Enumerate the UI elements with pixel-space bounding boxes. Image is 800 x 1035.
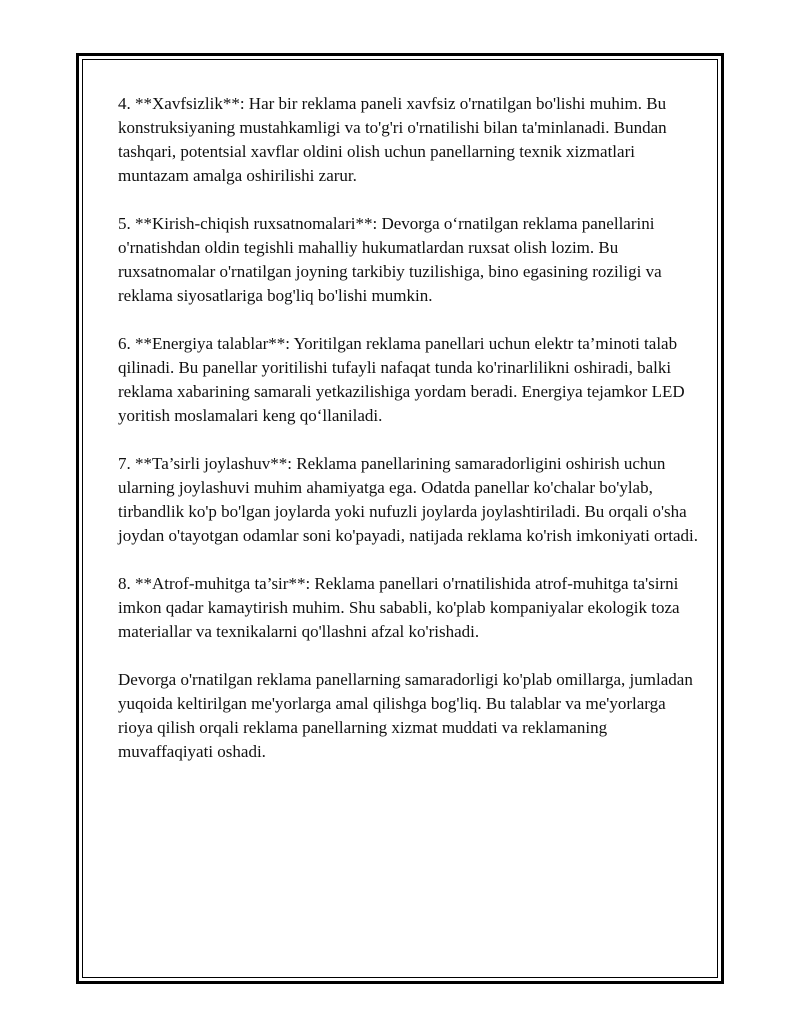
- paragraph-ruxsatnomalar: 5. **Kirish-chiqish ruxsatnomalari**: Devorga o‘rnatilgan reklama panellarini o'rnatishdan oldin tegishli mahalliy hukumatlardan ruxsat olish lozim. Bu ruxsatnomalar o'rnatilgan joyning tarkibiy tuzilishiga, bino egasining roziligi va reklama siyosatlariga bog'liq bo'lishi mumkin.: [118, 214, 662, 305]
- paragraph-energiya: 6. **Energiya talablar**: Yoritilgan reklama panellari uchun elektr ta’minoti talab qilinadi. Bu panellar yoritilishi tufayli nafaqat tunda ko'rinarlilikni oshiradi, balki reklama xabarining samarali yetkazilishiga yordam beradi. Energiya tejamkor LED yoritish moslamalari keng qo‘llaniladi.: [118, 334, 685, 425]
- paragraph-atrof-muhit: 8. **Atrof-muhitga ta’sir**: Reklama panellari o'rnatilishida atrof-muhitga ta'sirni imkon qadar kamaytirish muhim. Shu sababli, ko'plab kompaniyalar ekologik toza materiallar va texnikalarni qo'llashni afzal ko'rishadi.: [118, 574, 680, 641]
- paragraph-conclusion: Devorga o'rnatilgan reklama panellarning samaradorligi ko'plab omillarga, jumladan yuqoida keltirilgan me'yorlarga amal qilishga bog'liq. Bu talablar va me'yorlarga rioya qilish orqali reklama panellarning xizmat muddati va reklamaning muvaffaqiyati oshadi.: [118, 670, 693, 761]
- paragraph-joylashuv: 7. **Ta’sirli joylashuv**: Reklama panellarining samaradorligini oshirish uchun ularning joylashuvi muhim ahamiyatga ega. Odatda panellar ko'chalar bo'ylab, tirbandlik ko'p bo'lgan joylarda yoki nufuzli joylarda joylashtiriladi. Bu orqali o'sha joydan o'tayotgan odamlar soni ko'payadi, natijada reklama ko'rish imkoniyati ortadi.: [118, 454, 698, 545]
- paragraph-xavfsizlik: 4. **Xavfsizlik**: Har bir reklama paneli xavfsiz o'rnatilgan bo'lishi muhim. Bu konstruksiyaning mustahkamligi va to'g'ri o'rnatilishi bilan ta'minlanadi. Bundan tashqari, potentsial xavflar oldini olish uchun panellarning texnik xizmatlari muntazam amalga oshirilishi zarur.: [118, 94, 667, 185]
- document-body: [118, 92, 698, 788]
